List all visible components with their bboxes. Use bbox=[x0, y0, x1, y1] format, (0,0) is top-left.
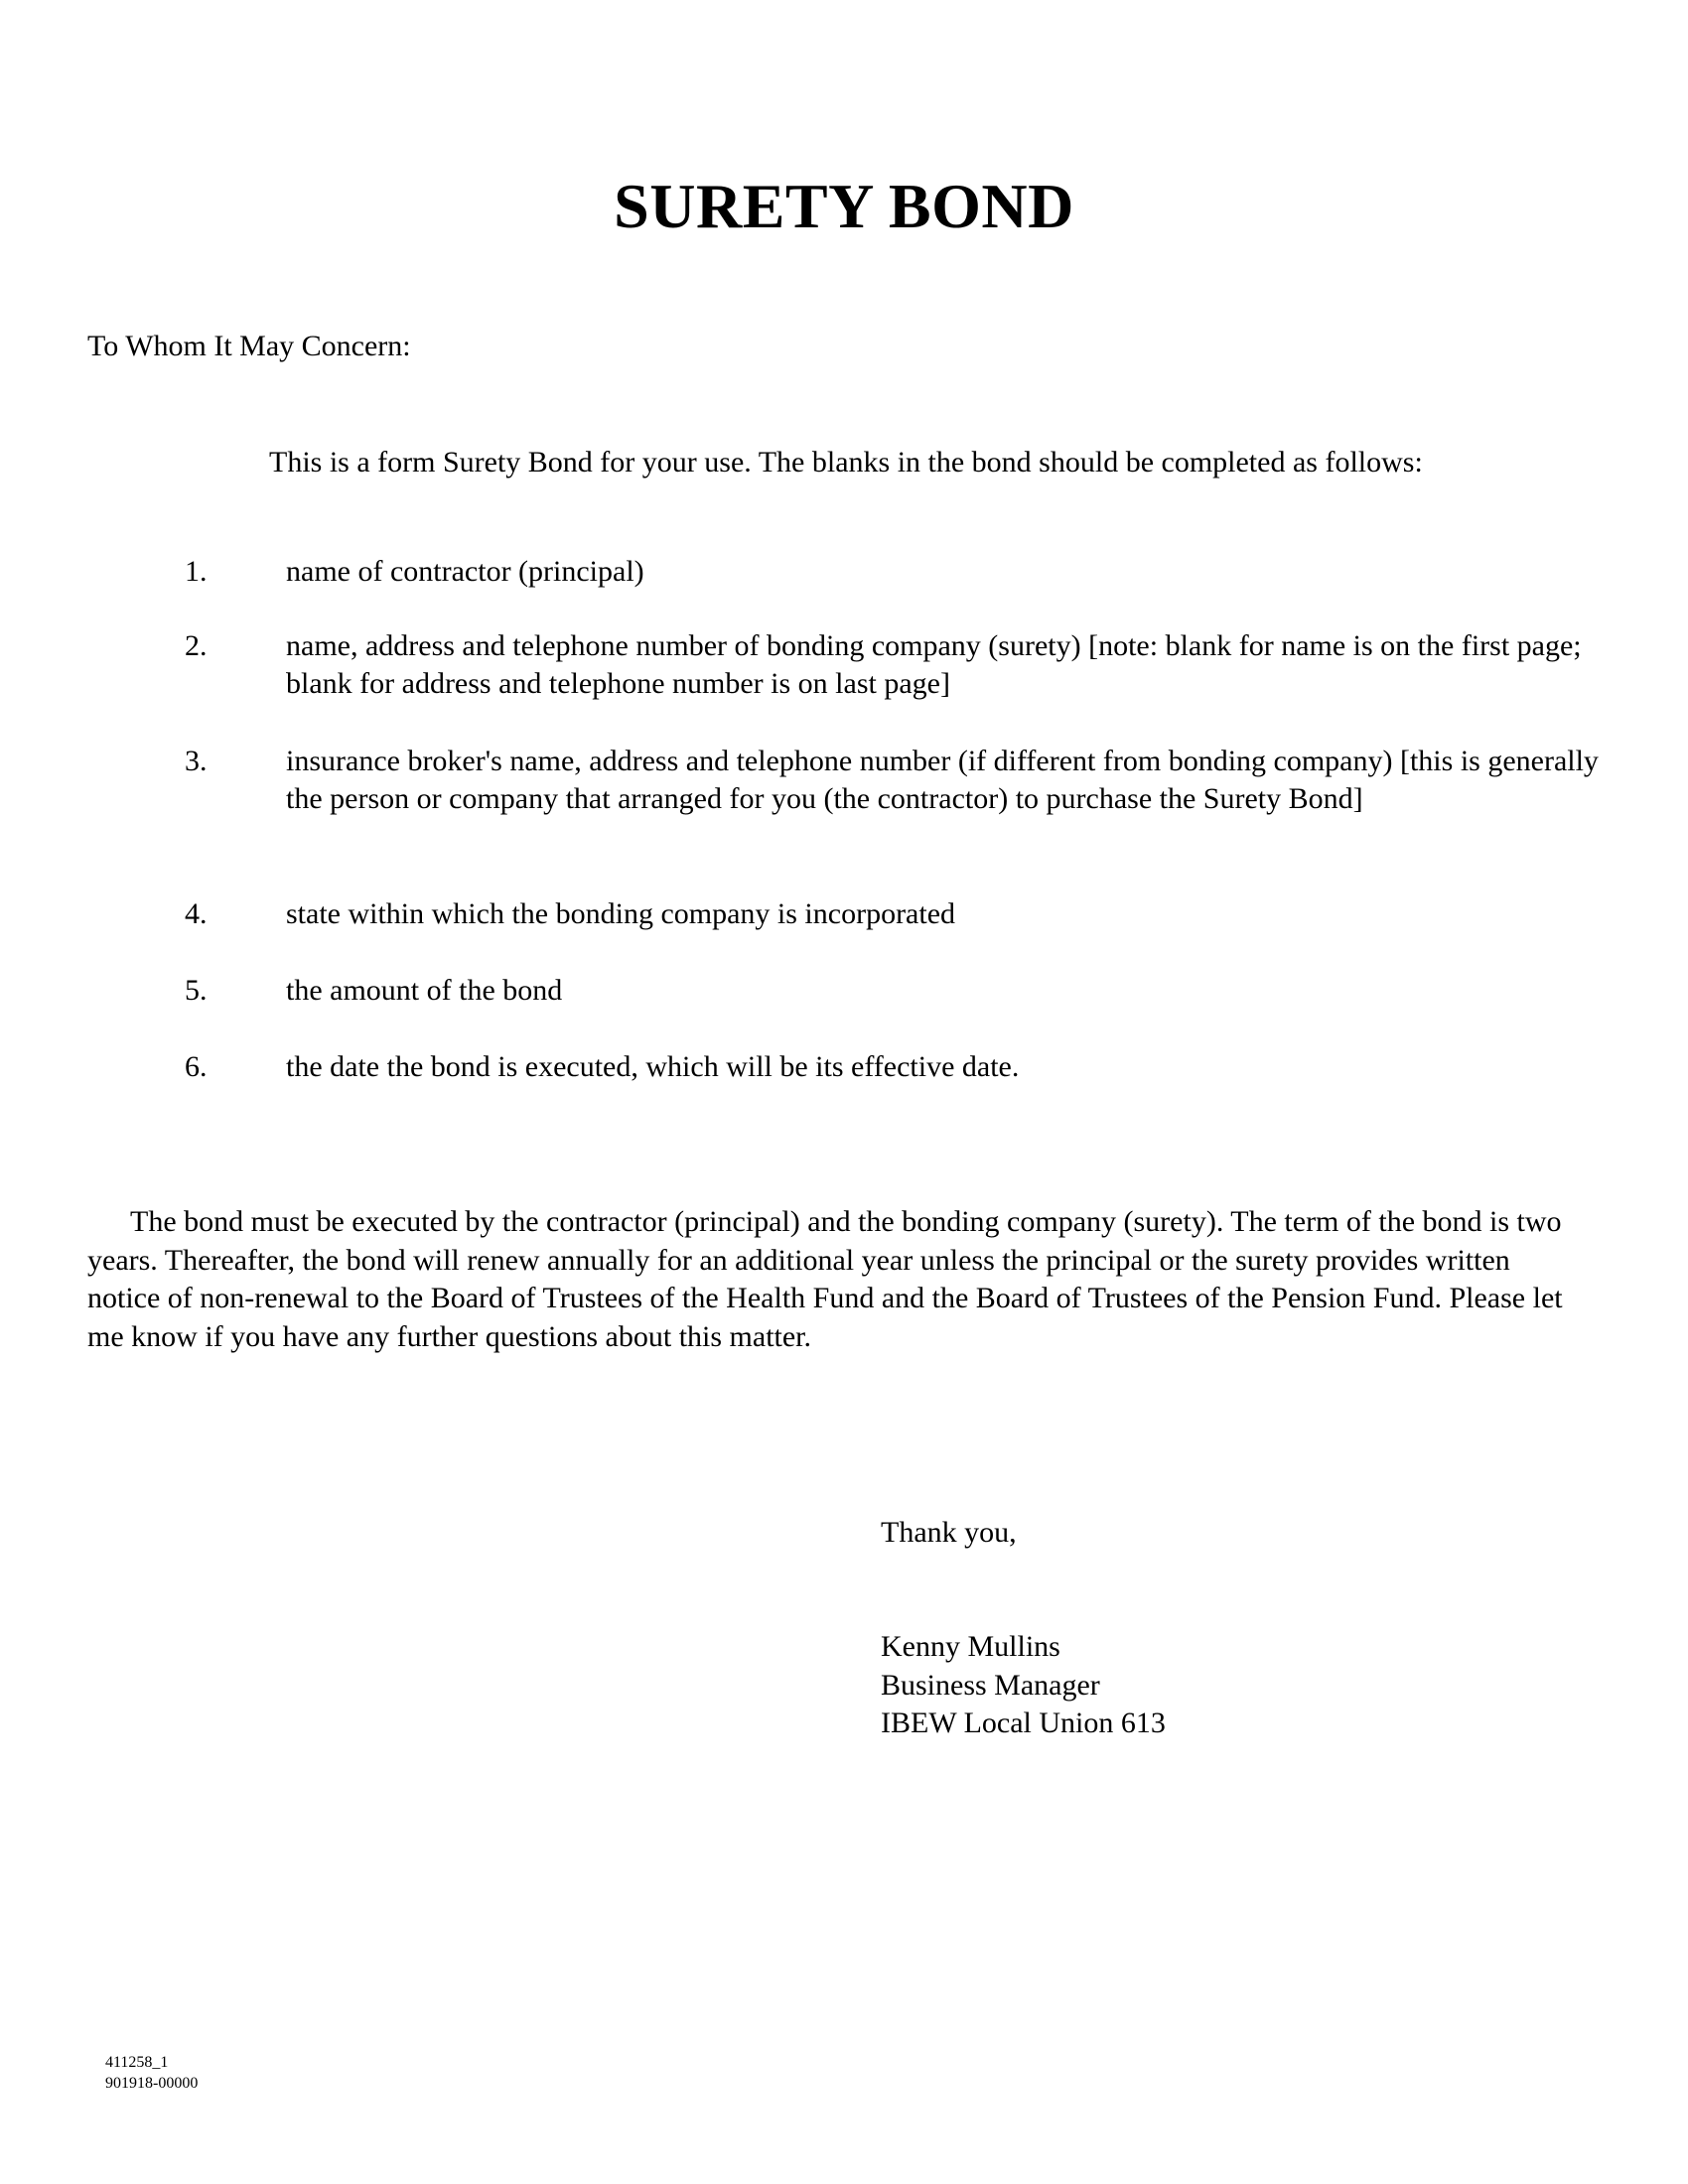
signoff bbox=[881, 1514, 1017, 1553]
signer-name: Kenny Mullins bbox=[881, 1630, 1060, 1663]
document-footer bbox=[105, 2052, 198, 2094]
salutation: To Whom It May Concern: bbox=[87, 330, 411, 362]
list-item-number: 2. bbox=[185, 629, 208, 662]
signature-block bbox=[881, 1628, 1166, 1743]
signoff-text: Thank you, bbox=[881, 1516, 1017, 1549]
intro-paragraph: This is a form Surety Bond for your use. The blanks in the bond should be completed as follows: bbox=[269, 446, 1423, 478]
list-item-text: name of contractor (principal) bbox=[286, 555, 644, 588]
signer-role: Business Manager bbox=[881, 1668, 1100, 1702]
list-item-text: name, address and telephone number of bonding company (surety) [note: blank for name is on the first page; blank for address and telephone number is on last page] bbox=[286, 629, 1582, 700]
list-item-number: 4. bbox=[185, 897, 208, 930]
document-title: SURETY BOND bbox=[614, 171, 1074, 241]
list-item-text: the date the bond is executed, which will be its effective date. bbox=[286, 1050, 1020, 1083]
list-item-number: 1. bbox=[185, 555, 208, 588]
list-item-number: 3. bbox=[185, 745, 208, 777]
list-item-number: 5. bbox=[185, 974, 208, 1007]
list-item-text: state within which the bonding company is incorporated bbox=[286, 897, 956, 930]
list-item-text: insurance broker's name, address and telephone number (if different from bonding company) [this is generally the person or company that arranged for you (the contractor) to purchase the Surety Bond] bbox=[286, 745, 1599, 815]
footer-matter-id: 901918-00000 bbox=[105, 2075, 199, 2092]
list-item-text: the amount of the bond bbox=[286, 974, 563, 1007]
list-item-number: 6. bbox=[185, 1050, 208, 1083]
signer-organization: IBEW Local Union 613 bbox=[881, 1706, 1166, 1739]
footer-doc-id: 411258_1 bbox=[105, 2054, 169, 2071]
closing-paragraph: The bond must be executed by the contractor (principal) and the bonding company (surety). The term of the bond is two years. Thereafter, the bond will renew annually for an additional year unless the principal or the surety provides written notice of non-renewal to the Board of Trustees of the Health Fund and the Board of Trustees of the Pension Fund. Please let me know if you have any further questions about this matter. bbox=[87, 1205, 1563, 1353]
